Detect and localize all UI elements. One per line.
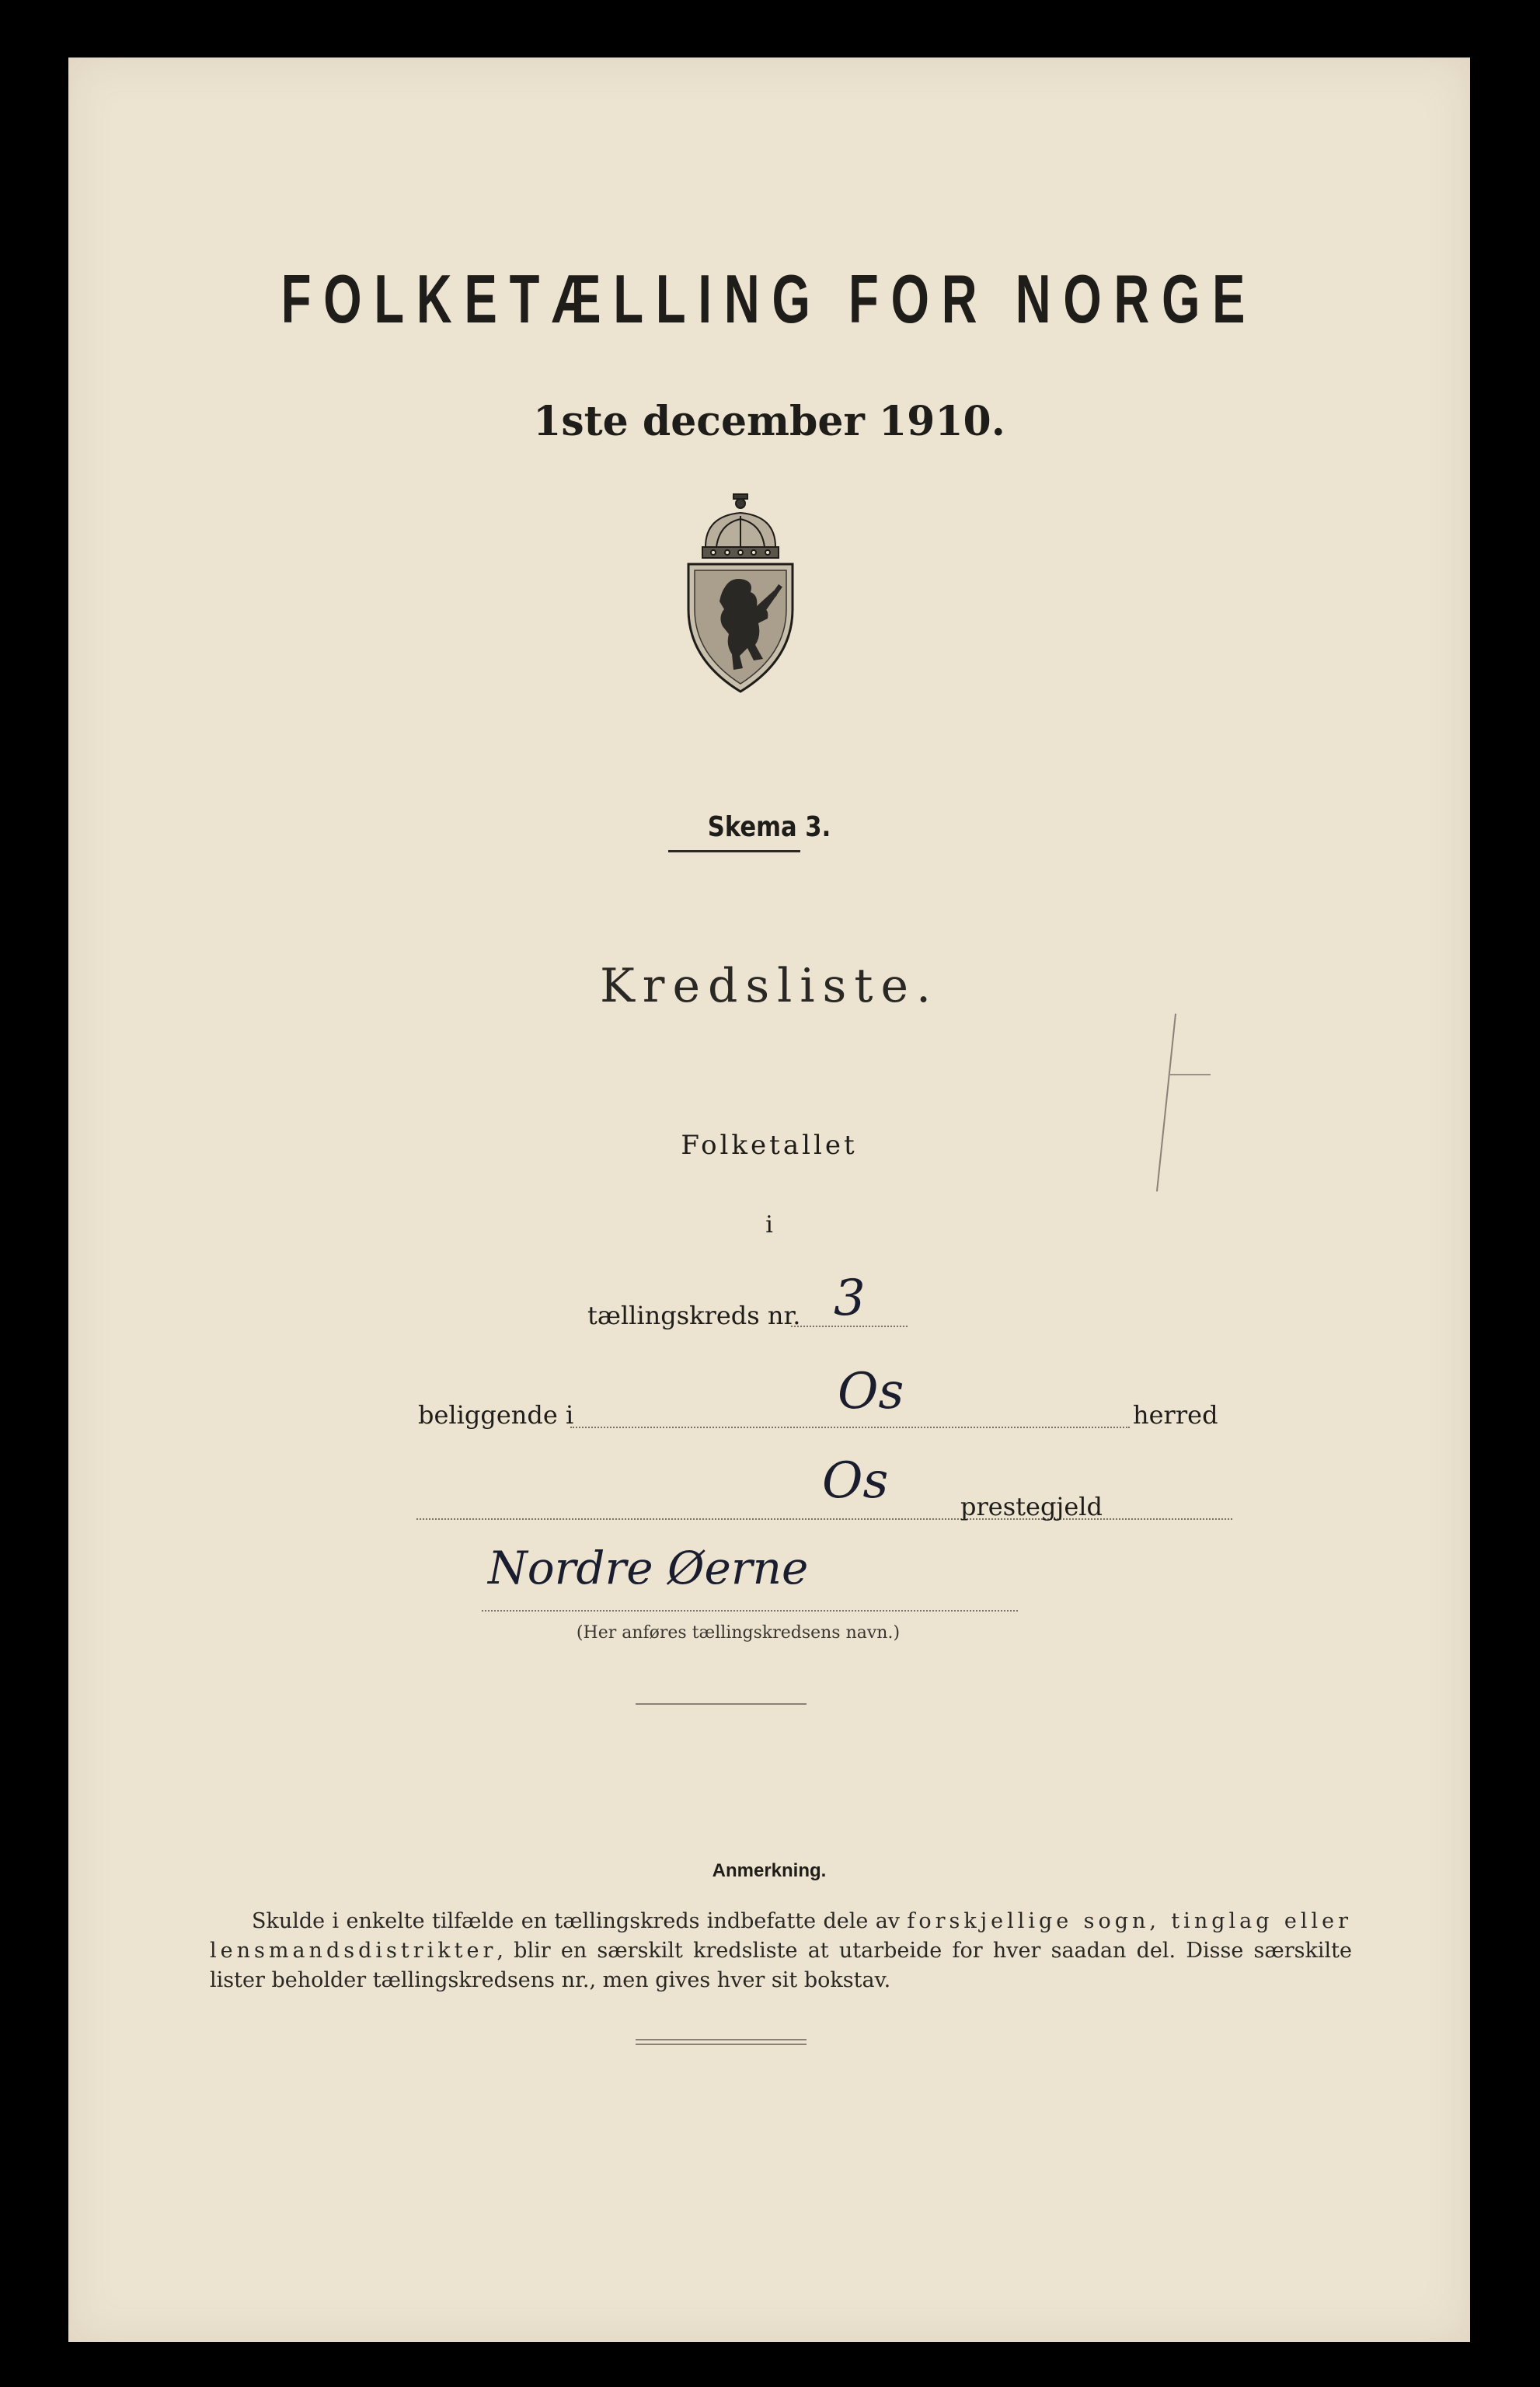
form-title: Kredsliste. xyxy=(599,959,939,1013)
kreds-name-line xyxy=(482,1610,1018,1612)
census-date: 1ste december 1910. xyxy=(533,398,1005,445)
herred-value[interactable]: Os xyxy=(838,1363,904,1420)
remark-text xyxy=(210,1907,1352,1995)
remark-text-part2: , blir en særskilt kredsliste at utarbeide for hver saadan del. Disse særskilte lister beholder tællingskredsens nr., men gives hver sit bokstav. xyxy=(210,1939,1352,1992)
kreds-number-label: tællingskreds nr. xyxy=(587,1301,801,1330)
i-label: i xyxy=(765,1211,773,1239)
kreds-name-value[interactable]: Nordre Øerne xyxy=(488,1542,809,1594)
pencil-mark-tick xyxy=(1170,1074,1211,1075)
kreds-number-value[interactable]: 3 xyxy=(834,1270,866,1327)
remark-text-spaced: forskjellige sogn, tinglag eller lensmandsdistrikter xyxy=(210,1909,1352,1963)
kreds-name-caption: (Her anføres tællingskredsens navn.) xyxy=(576,1623,901,1643)
remark-title: Anmerkning. xyxy=(712,1860,827,1881)
herred-label: herred xyxy=(1133,1400,1218,1430)
form-main-title: FOLKETÆLLING FOR NORGE xyxy=(280,260,1258,337)
prestegjeld-value[interactable]: Os xyxy=(822,1452,889,1510)
norwegian-coat-of-arms-icon xyxy=(682,493,799,695)
herred-line xyxy=(570,1427,1130,1428)
schema-label: Skema 3. xyxy=(707,811,831,843)
pencil-mark xyxy=(1156,1014,1176,1192)
beliggende-label: beliggende i xyxy=(418,1400,574,1430)
bottom-double-rule-bottom xyxy=(636,2044,807,2045)
prestegjeld-line xyxy=(416,1518,1232,1520)
prestegjeld-label: prestegjeld xyxy=(960,1492,1103,1521)
census-form-page xyxy=(68,57,1470,2342)
remark-text-part1: Skulde i enkelte tilfælde en tællingskreds indbefatte dele av xyxy=(252,1909,908,1933)
bottom-double-rule-top xyxy=(636,2039,807,2040)
separator-rule xyxy=(636,1703,807,1705)
schema-underline xyxy=(668,850,800,852)
folketallet-label: Folketallet xyxy=(681,1130,858,1161)
